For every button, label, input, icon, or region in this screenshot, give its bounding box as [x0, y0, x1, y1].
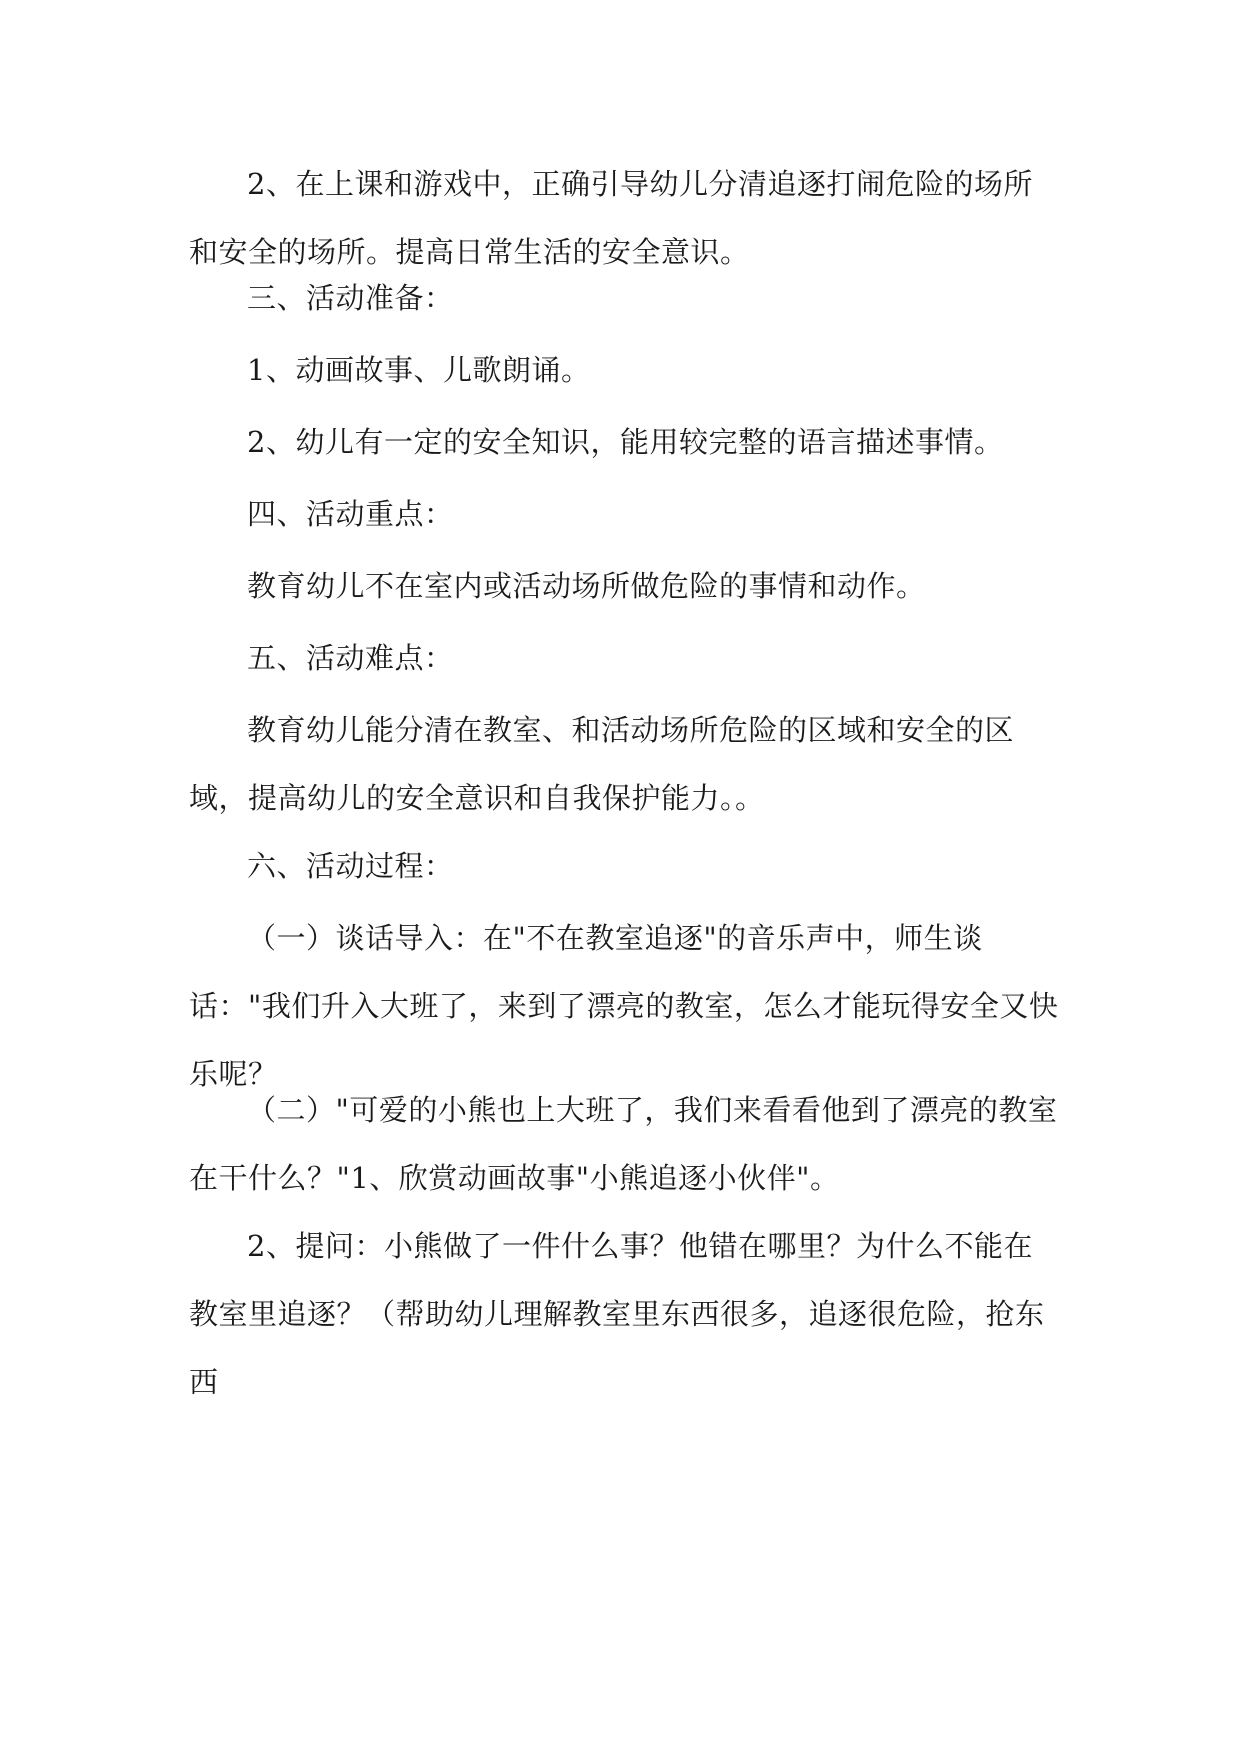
heading-activity-focus: 四、活动重点： [247, 497, 454, 531]
paragraph-process-questions: 2、提问：小熊做了一件什么事？他错在哪里？为什么不能在教室里追逐？（帮助幼儿理解教室里东西很多，追逐很危险，抢东西 [189, 1229, 1045, 1399]
paragraph-process-intro: （一）谈话导入：在"不在教室追逐"的音乐声中，师生谈话："我们升入大班了，来到了漂亮的教室，怎么才能玩得安全又快乐呢？ [189, 921, 1059, 1091]
paragraph-difficulty-content: 教育幼儿能分清在教室、和活动场所危险的区域和安全的区域，提高幼儿的安全意识和自我保护能力。。 [189, 713, 1015, 815]
paragraph-process-story: （二）"可爱的小熊也上大班了，我们来看看他到了漂亮的教室在干什么？"1、欣赏动画故事"小熊追逐小伙伴"。 [189, 1093, 1058, 1195]
heading-activity-difficulty: 五、活动难点： [247, 641, 454, 675]
paragraph-focus-content: 教育幼儿不在室内或活动场所做危险的事情和动作。 [247, 569, 926, 603]
heading-activity-process: 六、活动过程： [247, 849, 454, 883]
paragraph-prep-item-2: 2、幼儿有一定的安全知识，能用较完整的语言描述事情。 [247, 425, 1004, 459]
paragraph-prep-item-1: 1、动画故事、儿歌朗诵。 [247, 353, 591, 387]
heading-activity-preparation: 三、活动准备： [247, 281, 454, 315]
paragraph-safety-awareness: 2、在上课和游戏中，正确引导幼儿分清追逐打闹危险的场所和安全的场所。提高日常生活的安全意识。 [189, 167, 1033, 269]
